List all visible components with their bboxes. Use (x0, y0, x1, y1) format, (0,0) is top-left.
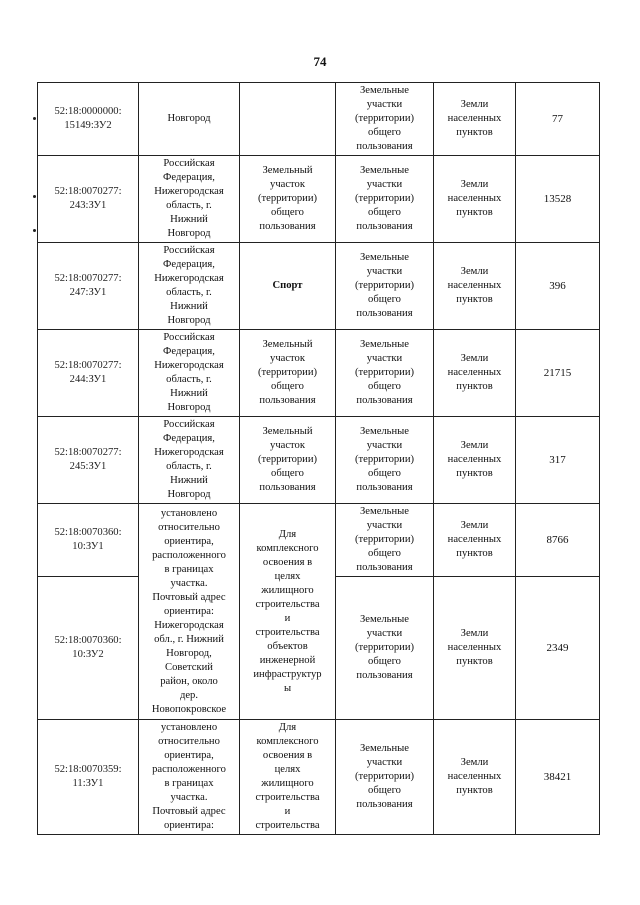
margin-mark (33, 229, 36, 232)
permitted-use-cell: Земельный участок (территории) общего пользования (240, 417, 336, 504)
permitted-use-cell: Спорт (240, 243, 336, 330)
cadastral-number-cell: 52:18:0070359: 11:ЗУ1 (38, 720, 139, 835)
land-category-cell: Земли населенных пунктов (434, 504, 516, 577)
permitted-use-cell: Земельный участок (территории) общего пользования (240, 330, 336, 417)
cadastral-number-cell: 52:18:0070277: 243:ЗУ1 (38, 156, 139, 243)
margin-mark (33, 195, 36, 198)
cadastral-number-cell: 52:18:0070360: 10:ЗУ1 (38, 504, 139, 577)
permitted-use-cell (240, 83, 336, 156)
address-cell: установлено относительно ориентира, расположенного в границах участка. Почтовый адрес ориентира: (139, 720, 240, 835)
zone-category-cell: Земельные участки (территории) общего пользования (336, 720, 434, 835)
table-row (38, 720, 600, 835)
margin-mark (33, 117, 36, 120)
table-row (38, 156, 600, 243)
address-cell: Российская Федерация, Нижегородская область, г. Нижний Новгород (139, 417, 240, 504)
cadastral-number-cell: 52:18:0070277: 245:ЗУ1 (38, 417, 139, 504)
area-cell: 38421 (516, 720, 600, 835)
table-row (38, 243, 600, 330)
land-category-cell: Земли населенных пунктов (434, 330, 516, 417)
address-cell: Российская Федерация, Нижегородская область, г. Нижний Новгород (139, 243, 240, 330)
area-cell: 8766 (516, 504, 600, 577)
land-category-cell: Земли населенных пунктов (434, 83, 516, 156)
area-cell: 317 (516, 417, 600, 504)
table-row (38, 417, 600, 504)
zone-category-cell: Земельные участки (территории) общего пользования (336, 417, 434, 504)
permitted-use-cell: Для комплексного освоения в целях жилищного строительства и строительства объектов инженерной инфраструктур ы (240, 504, 336, 720)
area-cell: 13528 (516, 156, 600, 243)
page-number: 74 (313, 54, 327, 69)
zone-category-cell: Земельные участки (территории) общего пользования (336, 330, 434, 417)
table-row (38, 504, 600, 577)
zone-category-cell: Земельные участки (территории) общего пользования (336, 504, 434, 577)
address-cell: установлено относительно ориентира, расположенного в границах участка. Почтовый адрес ориентира: Нижегородская обл., г. Нижний Новгород, Советский район, около дер. Новопокровское (139, 504, 240, 720)
area-cell: 21715 (516, 330, 600, 417)
table-row (38, 330, 600, 417)
land-category-cell: Земли населенных пунктов (434, 720, 516, 835)
area-cell: 2349 (516, 577, 600, 720)
permitted-use-cell: Для комплексного освоения в целях жилищного строительства и строительства (240, 720, 336, 835)
land-category-cell: Земли населенных пунктов (434, 243, 516, 330)
zone-category-cell: Земельные участки (территории) общего пользования (336, 83, 434, 156)
area-cell: 396 (516, 243, 600, 330)
permitted-use-cell: Земельный участок (территории) общего пользования (240, 156, 336, 243)
address-cell: Российская Федерация, Нижегородская область, г. Нижний Новгород (139, 330, 240, 417)
cadastral-number-cell: 52:18:0070277: 244:ЗУ1 (38, 330, 139, 417)
area-cell: 77 (516, 83, 600, 156)
zone-category-cell: Земельные участки (территории) общего пользования (336, 243, 434, 330)
land-plots-table (37, 82, 600, 835)
cadastral-number-cell: 52:18:0000000: 15149:ЗУ2 (38, 83, 139, 156)
cadastral-number-cell: 52:18:0070360: 10:ЗУ2 (38, 577, 139, 720)
table-row (38, 83, 600, 156)
zone-category-cell: Земельные участки (территории) общего пользования (336, 156, 434, 243)
land-category-cell: Земли населенных пунктов (434, 417, 516, 504)
land-category-cell: Земли населенных пунктов (434, 156, 516, 243)
land-category-cell: Земли населенных пунктов (434, 577, 516, 720)
address-cell: Российская Федерация, Нижегородская область, г. Нижний Новгород (139, 156, 240, 243)
address-cell: Новгород (139, 83, 240, 156)
cadastral-number-cell: 52:18:0070277: 247:ЗУ1 (38, 243, 139, 330)
zone-category-cell: Земельные участки (территории) общего пользования (336, 577, 434, 720)
